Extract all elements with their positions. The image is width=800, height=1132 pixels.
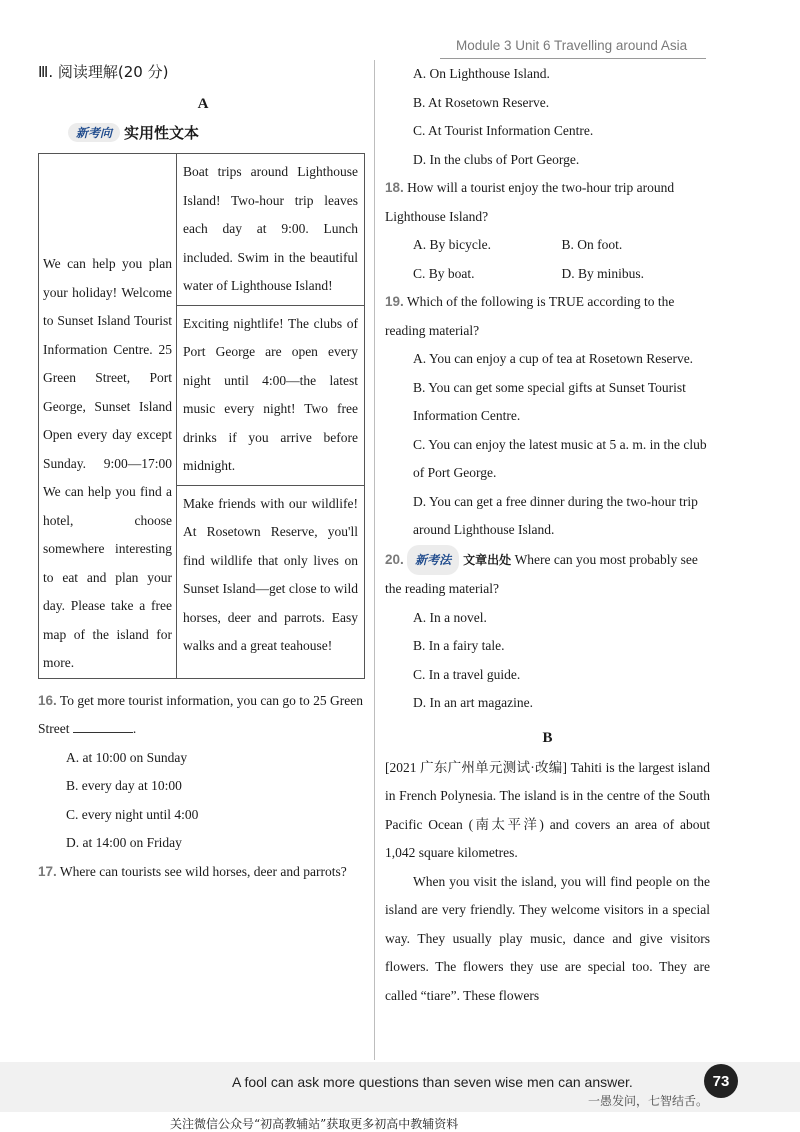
question-17-options — [385, 60, 710, 174]
answer-blank — [73, 718, 133, 733]
header-rule — [440, 58, 706, 59]
tag-label: 文章出处 — [463, 552, 512, 567]
footer-bottom-note: 关注微信公众号“初高教辅站”获取更多初高中教辅资料 — [170, 1117, 459, 1131]
option-c: C. In a travel guide. — [413, 666, 521, 682]
option-a: A. On Lighthouse Island. — [413, 66, 550, 81]
passage-a-table — [38, 153, 365, 679]
option-c: C. You can enjoy the latest music at 5 a. m. in the club of Port George. — [413, 436, 707, 480]
option-d: D. In an art magazine. — [413, 695, 533, 710]
column-divider — [374, 60, 375, 1060]
question-number: 18. — [385, 180, 404, 195]
page-number: 73 — [704, 1064, 738, 1098]
table-cell-nightlife: Exciting nightlife! The clubs of Port George are open every night until 4:00—the latest music every night! Two free drinks if you arrive before midnight. — [177, 306, 364, 486]
option-c: C. every night until 4:00 — [66, 806, 199, 822]
passage-a-letter: A — [197, 96, 209, 112]
question-number: 16. — [38, 692, 57, 708]
option-b: B. In a fairy tale. — [413, 638, 505, 653]
table-cell-wildlife: Make friends with our wildlife! At Rosetown Reserve, you'll find wildlife that only lives on Sunset Island—get close to wild horses, deer and parrots. Easy walks and a great teahouse! — [183, 495, 358, 653]
passage-b-paragraph-2: When you visit the island, you will find people on the island are very friendly. They welcome visitors in a special way. They usually play music, dance and give visitors flowers. The flowers they use are special too. They are called “tiare”. These flowers — [385, 873, 710, 1003]
option-a: A. In a novel. — [413, 609, 487, 625]
tag-pill: 新考法 — [407, 545, 459, 576]
question-19 — [385, 288, 710, 545]
question-text: To get more tourist information, you can go to 25 Green Street — [38, 692, 364, 736]
section-title: Ⅲ. 阅读理解(20 分) — [38, 63, 169, 81]
question-tail: . — [132, 721, 137, 736]
question-16 — [38, 687, 368, 858]
option-c: C. At Tourist Information Centre. — [413, 123, 594, 138]
question-number: 17. — [38, 863, 57, 879]
question-number: 19. — [385, 294, 404, 309]
tag-label: 实用性文本 — [124, 124, 200, 142]
passage-b-paragraph-1: [2021 广东广州单元测试·改编] Tahiti is the largest island in French Polynesia. The island is in the centre of the South Pacific Ocean (南太平洋) and covers an area of about 1,042 square kilometres. — [385, 759, 710, 860]
option-b: B. At Rosetown Reserve. — [413, 94, 550, 110]
option-d: D. You can get a free dinner during the two-hour trip around Lighthouse Island. — [413, 493, 698, 537]
option-c: C. By boat. — [413, 265, 475, 281]
question-20 — [385, 545, 710, 718]
option-b: B. every day at 10:00 — [66, 778, 182, 793]
option-a: A. at 10:00 on Sunday — [66, 749, 188, 765]
question-text: Where can tourists see wild horses, deer and parrots? — [59, 863, 347, 879]
table-cell-boat-trips: Boat trips around Lighthouse Island! Two-hour trip leaves each day at 9:00. Lunch included. Swim in the beautiful water of Lighthouse Island! — [177, 154, 364, 306]
passage-a-tag — [68, 122, 368, 143]
question-text: Which of the following is TRUE according to the reading material? — [385, 294, 675, 338]
option-d: D. By minibus. — [561, 265, 645, 281]
passage-b-letter: B — [542, 729, 553, 746]
table-right-column — [177, 154, 364, 678]
option-a: A. You can enjoy a cup of tea at Rosetown Reserve. — [413, 351, 694, 366]
table-left-cell: We can help you plan your holiday! Welcome to Sunset Island Tourist Information Centre. 25 Green Street, Port George, Sunset Island Open every day except Sunday. 9:00—17:00 We can help you find a hotel, choose somewhere interesting to eat and plan your day. Please take a free map of the island for more. — [39, 154, 177, 678]
left-column — [38, 60, 368, 886]
tag-pill: 新考向 — [68, 123, 120, 142]
option-b: B. On foot. — [561, 237, 623, 252]
question-17 — [38, 858, 368, 887]
right-column — [385, 60, 710, 1010]
option-b: B. You can get some special gifts at Sunset Tourist Information Centre. — [413, 379, 686, 423]
option-d: D. In the clubs of Port George. — [413, 151, 580, 167]
option-a: A. By bicycle. — [413, 237, 491, 252]
question-18 — [385, 174, 710, 288]
question-number: 20. — [385, 551, 404, 567]
question-text: How will a tourist enjoy the two-hour trip around Lighthouse Island? — [385, 180, 675, 224]
question-text: Where can you most probably see the reading material? — [385, 551, 698, 596]
footer-quote-chinese: 一愚发问，七智结舌。 — [588, 1094, 709, 1108]
option-d: D. at 14:00 on Friday — [66, 835, 182, 850]
page-header: Module 3 Unit 6 Travelling around Asia — [456, 38, 688, 53]
footer-quote: A fool can ask more questions than seven wise men can answer. — [232, 1074, 633, 1090]
